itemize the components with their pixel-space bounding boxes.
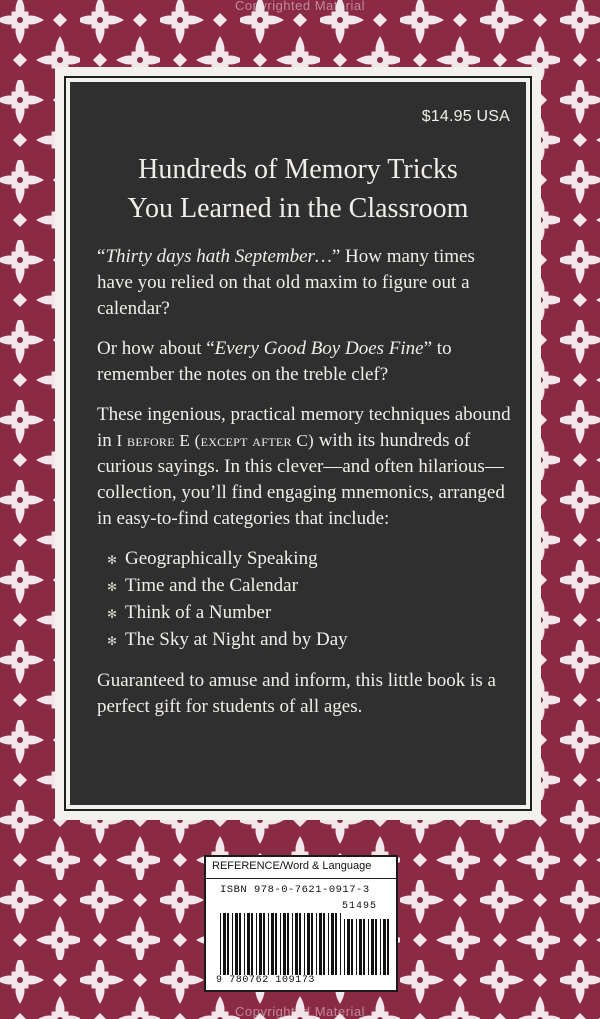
headline-line-1: Hundreds of Memory Tricks <box>138 154 458 185</box>
barcode-bar <box>375 919 377 975</box>
barcode-bar <box>292 913 293 975</box>
barcode-bar <box>328 913 329 975</box>
barcode-bar <box>311 913 313 975</box>
paragraph-3: These ingenious, practical memory techniques abound in I before E (except after C) with its hundreds of curious sayings. In this clever—and often hilarious—collection, you’ll find engaging mnemonics, arranged in easy-to-find categories that include: <box>97 404 511 529</box>
paragraph-1: “Thirty days hath September…” How many times have you relied on that old maxim to figure out a calendar? <box>97 246 475 319</box>
price-addon-barcode <box>344 919 390 975</box>
barcode-bar <box>275 913 277 975</box>
barcode-bar <box>363 919 365 975</box>
barcode-bar <box>239 913 241 975</box>
barcode-bar <box>287 913 289 975</box>
barcode-bar <box>280 913 281 975</box>
watermark-bottom: Copyrighted Material <box>235 1004 365 1019</box>
barcode-bar <box>304 913 305 975</box>
barcode-bar <box>251 913 253 975</box>
price-code: 51495 <box>342 901 378 912</box>
barcode-bar <box>271 913 274 975</box>
category-list <box>97 546 512 654</box>
panel-board <box>70 82 526 805</box>
barcode-bar <box>356 919 357 975</box>
barcode-bar <box>368 919 369 975</box>
barcode-bar <box>263 913 265 975</box>
barcode-bar <box>344 919 345 975</box>
quote-every-good-boy: Every Good Boy Does Fine <box>214 338 424 359</box>
asterisk-icon: ✻ <box>107 553 118 567</box>
barcode-bar <box>387 919 389 975</box>
asterisk-icon: ✻ <box>107 607 118 621</box>
barcode-bar <box>323 913 325 975</box>
quote-thirty-days: Thirty days hath September… <box>105 246 332 267</box>
panel-frame <box>64 76 532 811</box>
isbn-text: ISBN 978-0-7621-0917-3 <box>220 884 370 896</box>
barcode-bar <box>232 913 233 975</box>
price-label: $14.95 USA <box>421 108 510 125</box>
barcode-bar <box>235 913 238 975</box>
barcode-bar <box>268 913 269 975</box>
subject-category: REFERENCE/Word & Language <box>212 860 372 872</box>
headline <box>70 150 526 228</box>
barcode-bar <box>299 913 301 975</box>
barcode-bar <box>307 913 310 975</box>
barcode-bar <box>351 919 353 975</box>
divider <box>206 878 396 879</box>
barcode-bar <box>319 913 322 975</box>
book-title: I before E (except after C) <box>116 431 314 450</box>
list-item: ✻ Think of a Number <box>107 600 512 627</box>
description-panel <box>55 67 541 820</box>
barcode-bar <box>347 919 350 975</box>
barcode-bar <box>331 913 334 975</box>
barcode-bar <box>380 919 381 975</box>
watermark-top: Copyrighted Material <box>235 0 365 13</box>
barcode-bar <box>335 913 337 975</box>
ean-barcode <box>220 913 342 975</box>
barcode-bar <box>227 913 229 975</box>
asterisk-icon: ✻ <box>107 634 118 648</box>
barcode-bar <box>244 913 245 975</box>
barcode-bar <box>247 913 250 975</box>
barcode-bar <box>256 913 257 975</box>
barcode-bar <box>283 913 286 975</box>
paragraph-4: Guaranteed to amuse and inform, this little book is a perfect gift for students of all ages. <box>97 670 496 717</box>
barcode-bar <box>295 913 298 975</box>
barcode-bar <box>383 919 386 975</box>
list-item: ✻ Time and the Calendar <box>107 573 512 600</box>
barcode-label <box>204 855 398 992</box>
paragraph-2: Or how about “Every Good Boy Does Fine” to remember the notes on the treble clef? <box>97 338 452 385</box>
barcode-number: 9 780762 109173 <box>216 975 316 986</box>
headline-line-2: You Learned in the Classroom <box>127 193 469 224</box>
asterisk-icon: ✻ <box>107 580 118 594</box>
list-item: ✻ The Sky at Night and by Day <box>107 627 512 654</box>
barcode-bar <box>340 913 341 975</box>
barcode-bar <box>220 913 221 975</box>
barcode-bar <box>316 913 317 975</box>
barcode-bar <box>259 913 262 975</box>
description-body <box>97 244 512 734</box>
barcode-bar <box>359 919 362 975</box>
barcode-bar <box>223 913 226 975</box>
list-item: ✻ Geographically Speaking <box>107 546 512 573</box>
barcode-bar <box>371 919 374 975</box>
